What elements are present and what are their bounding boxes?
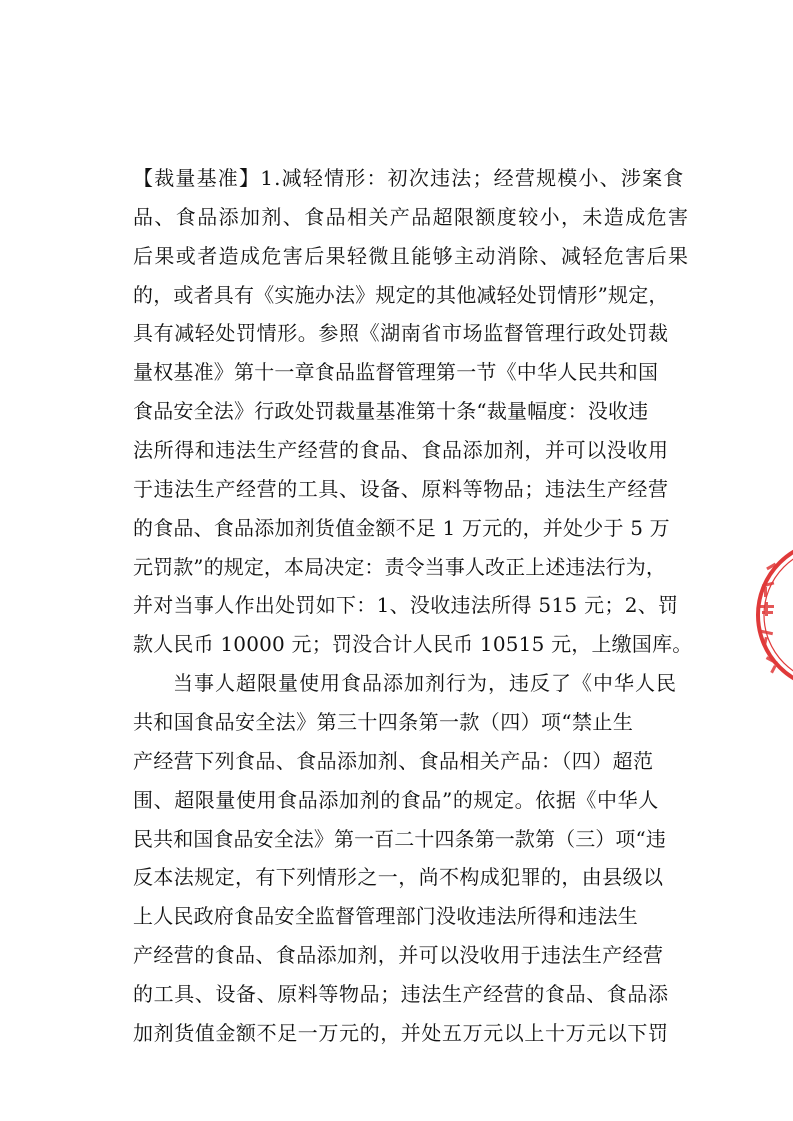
text-line: 的，或者具有《实施办法》规定的其他减轻处罚情形”规定， bbox=[133, 283, 669, 307]
text-line: 并对当事人作出处罚如下：1、没收违法所得 515 元；2、罚 bbox=[133, 593, 679, 617]
text-line: 上人民政府食品安全监督管理部门没收违法所得和违法生 bbox=[133, 904, 638, 928]
text-line: 共和国食品安全法》第三十四条第一款（四）项“禁止生 bbox=[133, 710, 634, 734]
text-line: 产经营的食品、食品添加剂，并可以没收用于违法生产经营 bbox=[133, 943, 664, 967]
text-line: 的工具、设备、原料等物品；违法生产经营的食品、食品添 bbox=[133, 982, 669, 1006]
official-seal-icon bbox=[750, 535, 793, 695]
text-line: 围、超限量使用食品添加剂的食品”的规定。依据《中华人 bbox=[133, 788, 659, 812]
text-line: 具有减轻处罚情形。参照《湖南省市场监督管理行政处罚裁 bbox=[133, 321, 669, 345]
text-line: 后果或者造成危害后果轻微且能够主动消除、减轻危害后果 bbox=[133, 244, 690, 268]
text-line: 【裁量基准】1.减轻情形：初次违法；经营规模小、涉案食 bbox=[133, 166, 685, 190]
text-line: 量权基准》第十一章食品监督管理第一节《中华人民共和国 bbox=[133, 360, 659, 384]
text-line: 于违法生产经营的工具、设备、原料等物品；违法生产经营 bbox=[133, 477, 669, 501]
text-line: 民共和国食品安全法》第一百二十四条第一款第（三）项“违 bbox=[133, 827, 666, 851]
text-line: 反本法规定，有下列情形之一，尚不构成犯罪的，由县级以 bbox=[133, 865, 664, 889]
text-line: 食品安全法》行政处罚裁量基准第十条“裁量幅度：没收违 bbox=[133, 399, 649, 423]
text-line: 法所得和违法生产经营的食品、食品添加剂，并可以没收用 bbox=[133, 438, 669, 462]
text-line: 的食品、食品添加剂货值金额不足 1 万元的，并处少于 5 万 bbox=[133, 516, 670, 540]
text-line: 产经营下列食品、食品添加剂、食品相关产品：（四）超范 bbox=[133, 749, 654, 773]
text-line: 加剂货值金额不足一万元的，并处五万元以上十万元以下罚 bbox=[133, 1021, 669, 1045]
text-line: 品、食品添加剂、食品相关产品超限额度较小，未造成危害 bbox=[133, 205, 690, 229]
text-line: 款人民币 10000 元；罚没合计人民币 10515 元，上缴国库。 bbox=[133, 632, 693, 656]
paragraph-first-line: 当事人超限量使用食品添加剂行为，违反了《中华人民 bbox=[173, 671, 677, 695]
text-line: 元罚款”的规定，本局决定：责令当事人改正上述违法行为， bbox=[133, 555, 666, 579]
